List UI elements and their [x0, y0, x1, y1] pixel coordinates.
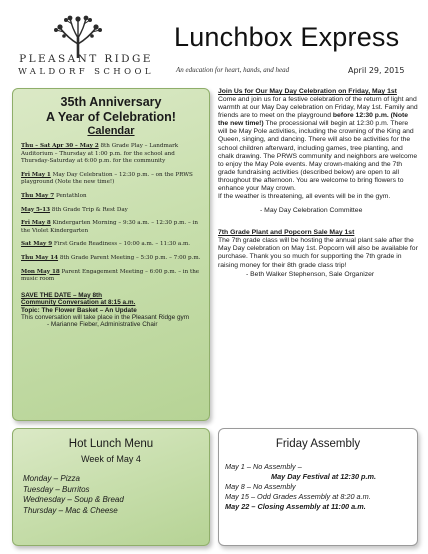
menu-item: Monday – Pizza — [23, 474, 80, 483]
calendar-event — [21, 255, 201, 263]
assembly-closing: May 22 – Closing Assembly at 11:00 a.m. — [225, 502, 366, 511]
school-subtitle: WALDORF SCHOOL — [18, 67, 154, 77]
event-desc: 8th Grade Trip & Rest Day — [51, 206, 128, 213]
event-date: Fri May 1 — [21, 171, 51, 178]
menu-item: Tuesday – Burritos — [23, 484, 90, 494]
calendar-event — [21, 220, 201, 235]
save-date-note: This conversation will take place in the Pleasant Ridge gym — [21, 313, 190, 321]
event-desc: Pentathlon — [55, 192, 87, 199]
save-the-date — [21, 292, 201, 329]
event-desc: 8th Grade Play – Landmark Auditorium – Thursday at 1:00 p.m. for the school and Thursday-Saturday at 6:00 p.m. for the community — [21, 143, 179, 165]
tagline: An education for heart, hands, and head — [176, 66, 290, 74]
event-date: Sat May 9 — [21, 241, 53, 248]
friday-assembly-box — [218, 428, 418, 546]
menu-item: Thursday – Mac & Cheese — [23, 505, 118, 515]
plantsale-signature: - Beth Walker Stephenson, Sale Organizer — [246, 270, 375, 278]
calendar-event — [21, 172, 201, 187]
save-date-topic: Topic: The Flower Basket – An Update — [21, 306, 137, 314]
mayday-weather-note: If the weather is threatening, all events will be in the gym. — [218, 193, 391, 201]
event-desc: Kindergarten Morning – 9:30 a.m. – 12:30 p.m. – in the Violet Kindergarten — [21, 220, 198, 234]
assembly-festival: May Day Festival at 12:30 p.m. — [271, 472, 377, 481]
calendar-heading: Calendar — [87, 125, 135, 137]
save-date-signature: - Marianne Fieber, Administrative Chair — [47, 321, 158, 329]
mayday-signature: - May Day Celebration Committee — [260, 207, 363, 215]
calendar-event — [21, 269, 201, 284]
assembly-item: May 15 – Odd Grades Assembly at 8:20 a.m. — [225, 492, 371, 501]
assembly-title: Friday Assembly — [275, 438, 361, 450]
mayday-body-text-2: The processional will begin at 12:30 p.m. There will be May Pole activities, including the crowning of the King and Queen, singing, and dancing. There will also be activities for the school children afterward, including games, tree planting, and chalk drawing. The PRWS community and neighbors are welcome to enjoy the May Pole events. May crown-making and the 7th grade fundraising activities (described below) are open to all throughout the afternoon. You are welcome to bring flowers to enhance your May crown. — [218, 120, 418, 193]
menu-item: Wednesday – Soup & Bread — [23, 495, 124, 504]
tree-logo-icon — [50, 14, 106, 58]
calendar-event — [21, 143, 201, 166]
newsletter-title: Lunchbox Express — [174, 22, 400, 52]
anniversary-title: 35th Anniversary — [60, 95, 162, 109]
save-date-conversation: Community Conversation at 8:15 a.m. — [21, 299, 136, 307]
assembly-item: May 1 – No Assembly – — [225, 462, 302, 471]
mayday-body — [218, 96, 418, 193]
assembly-item: May 8 – No Assembly — [225, 482, 296, 491]
event-date: Mon May 18 — [21, 268, 60, 275]
hot-lunch-week: Week of May 4 — [81, 454, 141, 464]
hot-lunch-title: Hot Lunch Menu — [68, 438, 154, 450]
save-date-heading: SAVE THE DATE – May 8th — [21, 291, 103, 299]
calendar-event — [21, 193, 201, 201]
assembly-item — [225, 502, 411, 512]
calendar-event — [21, 241, 201, 249]
assembly-item-detail — [225, 472, 411, 482]
event-desc: First Grade Readiness – 10:00 a.m. – 11:30 a.m. — [53, 241, 191, 248]
plantsale-heading: 7th Grade Plant and Popcorn Sale May 1st — [218, 229, 355, 237]
newsletter-header — [0, 0, 428, 86]
articles-column — [218, 88, 418, 279]
mayday-body-bold: before 12:30 p.m. (Note the new time!) — [218, 112, 409, 128]
event-date: Thu May 7 — [21, 192, 55, 199]
anniversary-subtitle: A Year of Celebration! — [46, 110, 176, 124]
plantsale-body: The 7th grade class will be hosting the annual plant sale after the May Day celebration on May 1st. Popcorn will also be available for purchase. Thank you so much for supporting the 7th grade in raising money for their 8th grade class trip! — [218, 237, 418, 269]
issue-date: April 29, 2015 — [348, 66, 405, 75]
event-desc: 8th Grade Parent Meeting – 5:30 p.m. – 7:00 p.m. — [59, 254, 201, 261]
hot-lunch-box — [12, 428, 210, 546]
event-date: May 5-13 — [21, 206, 51, 213]
calendar-event — [21, 207, 201, 215]
event-date: Thu – Sat Apr 30 – May 2 — [21, 143, 99, 149]
anniversary-calendar-box — [12, 88, 210, 421]
event-desc: May Day Celebration – 12:30 p.m. – on the PRWS playground (Note the new time!) — [21, 171, 193, 186]
mayday-heading: Join Us for Our May Day Celebration on Friday, May 1st — [218, 88, 397, 95]
school-name: PLEASANT RIDGE — [19, 53, 153, 65]
event-date: Fri May 8 — [21, 220, 51, 227]
mayday-body-text: Come and join us for a festive celebration of the return of light and warmth at our May Day celebration on Friday, May 1st. Family and friends are to meet on the playground — [218, 96, 418, 120]
event-date: Thu May 14 — [21, 254, 59, 261]
event-desc: Parent Engagement Meeting – 6:00 p.m. – in the music room — [21, 268, 200, 283]
school-logo — [12, 14, 160, 84]
